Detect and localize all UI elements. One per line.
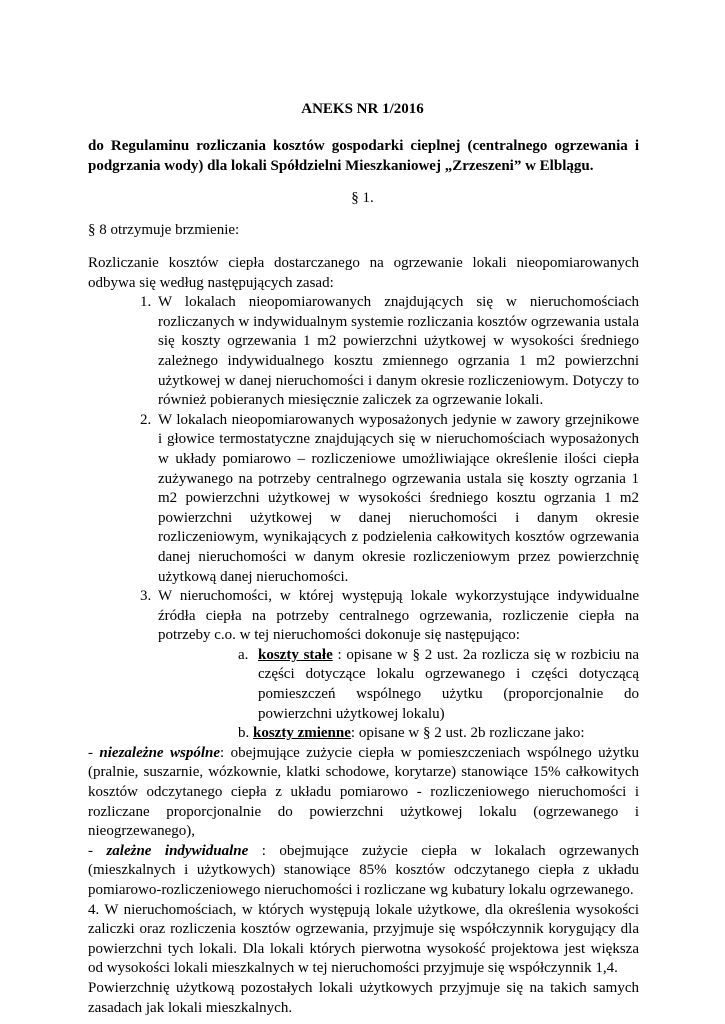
section-intro: § 8 otrzymuje brzmienie: [88,222,240,238]
sub-item-a [238,646,639,724]
sub-item-term: koszty stałe [258,646,333,663]
sub-item-text: : opisane w § 2 ust. 2b rozliczane jako: [350,725,585,742]
sub-item-letter: a. [238,646,249,663]
list-item-text: W nieruchomości, w której występują lokale wykorzystujące indywidualne źródła ciepła na potrzeby centralnego ogrzewania, rozliczenie ciepła na potrzeby c.o. w tej nieruchomości dokonuje się następująco: [158,588,639,644]
list-item [88,587,639,646]
paragraph-mark: § 1. [351,190,374,206]
dash-item-term: niezależne wspólne [99,744,221,761]
list-item-number: 3. [140,588,152,605]
list-item-text: W lokalach nieopomiarowanych znajdujących się w nieruchomościach rozliczanych w indywidualnym systemie rozliczania kosztów ogrzewania ustala się koszty ogrzewania 1 m2 powierzchni użytkowej w wysokości średniego zależnego indywidualnego kosztu zmiennego ogrzania 1 m2 powierzchni użytkowej w danej nieruchomości i danym okresie rozliczeniowym. Dotyczy to również pobieranych miesięcznie zaliczek za ogrzewanie lokali. [158,294,639,409]
list-item-number: 1. [140,294,152,311]
sub-item-text: : opisane w § 2 ust. 2a rozlicza się w rozbiciu na części dotyczące lokalu ogrzewanego i części dotyczącą pomieszczeń wspólnego użytku (proporcjonalnie do powierzchni użytkowej lokalu) [258,646,639,722]
list-item-text: W lokalach nieopomiarowanych wyposażonych jedynie w zawory grzejnikowe i głowice termostatyczne znajdujących się w nieruchomościach wyposażonych w układy pomiarowo – rozliczeniowe umożliwiające określenie ilości ciepła zużywanego na potrzeby centralnego ogrzewania ustala się koszty ogrzania 1 m2 powierzchni użytkowej w wysokości średniego kosztu ogrzania 1 m2 powierzchni użytkowej w danej nieruchomości i danym okresie rozliczeniowym, wynikających z podzielenia całkowitych kosztów ogrzewania danej nieruchomości w danym okresie rozliczeniowym przez powierzchnię użytkową danej nieruchomości. [158,411,639,585]
body-block [88,254,639,1018]
point-4-paragraph: 4. W nieruchomościach, w których występują lokale użytkowe, dla określenia wysokości zaliczki oraz rozliczenia kosztów ogrzewania, przyjmuje się współczynnik korygujący dla powierzchni tych lokali. Dla lokali których pierwotna wysokość projektowa jest większa od wysokości lokali mieszkalnych w tej nieruchomości przyjmuje się współczynnik 1,4. [88,901,639,977]
closing-paragraph: Powierzchnię użytkową pozostałych lokali użytkowych przyjmuje się na takich samych zasadach jak lokali mieszkalnych. [88,979,639,1016]
dash-item-individual: - zależne indywidualne : obejmujące zużycie ciepła w lokalach ogrzewanych (mieszkalnych i użytkowych) stanowiące 85% kosztów odczytanego ciepła z układu pomiarowo-rozliczeniowego nieruchomości i rozliczane wg kubatury lokalu ogrzewanego. [88,842,639,898]
list-item [88,411,639,587]
dash-item-text: : obejmujące zużycie ciepła w lokalach ogrzewanych (mieszkalnych i użytkowych) stanowiące 85% kosztów odczytanego ciepła z układu pomiarowo-rozliczeniowego nieruchomości i rozliczane wg kubatury lokalu ogrzewanego. [88,842,639,898]
list-item-number: 2. [140,411,152,428]
dash-item-text: : obejmujące zużycie ciepła w pomieszczeniach wspólnego użytku (pralnie, suszarnie, wózkownie, klatki schodowe, korytarze) stanowiące 15% całkowitych kosztów odczytanego ciepła z układu pomiarowo - rozliczeniowego nieruchomości i rozliczane proporcjonalnie do powierzchni użytkowej lokalu (ogrzewanego i nieogrzewanego), [88,744,639,840]
document-title: ANEKS NR 1/2016 [301,101,424,117]
intro-paragraph: Rozliczanie kosztów ciepła dostarczanego na ogrzewanie lokali nieopomiarowanych odbywa się według następujących zasad: [88,255,639,291]
dash-item-term: zależne indywidualne [106,842,249,859]
dash-item-common: - niezależne wspólne: obejmujące zużycie ciepła w pomieszczeniach wspólnego użytku (pralnie, suszarnie, wózkownie, klatki schodowe, korytarze) stanowiące 15% całkowitych kosztów odczytanego ciepła z układu pomiarowo - rozliczeniowego nieruchomości i rozliczane proporcjonalnie do powierzchni użytkowej lokalu (ogrzewanego i nieogrzewanego), [88,744,639,840]
document-subtitle: do Regulaminu rozliczania kosztów gospodarki cieplnej (centralnego ogrzewania i podgrzania wody) dla lokali Spółdzielni Mieszkaniowej „Zrzeszeni” w Elblągu. [88,138,639,174]
rules-list [88,293,639,646]
sub-item-b [88,724,639,744]
sub-item-term: koszty zmienne [253,725,351,742]
sub-item-letter: b. [238,725,250,742]
list-item [88,293,639,411]
